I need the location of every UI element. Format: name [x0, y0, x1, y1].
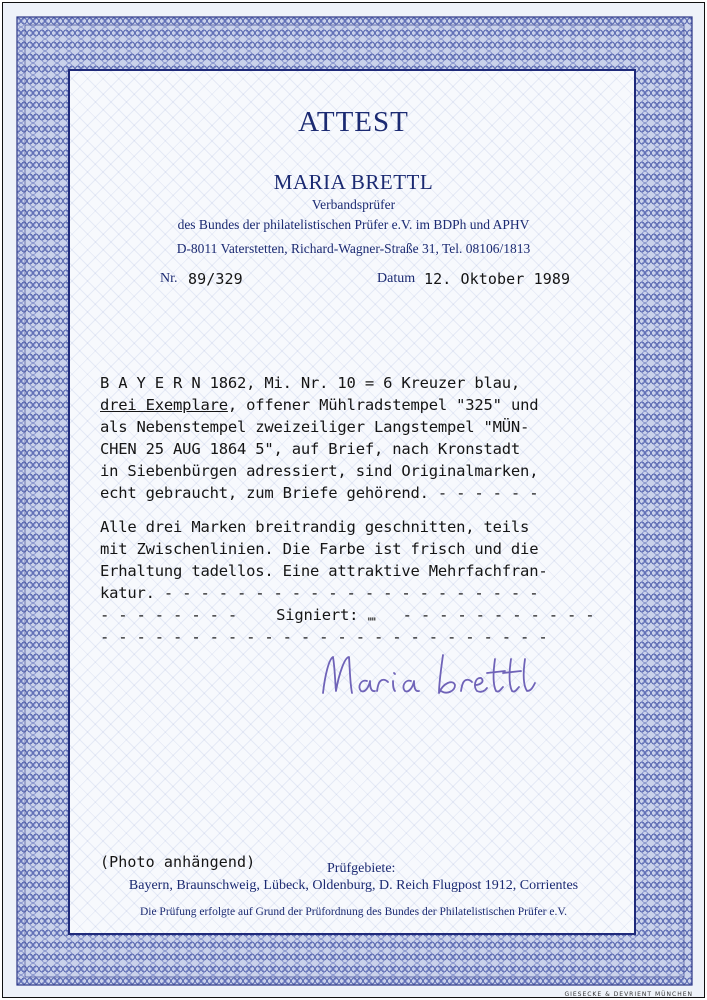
signed-label: Signiert: [276, 606, 359, 624]
text-line: Erhaltung tadellos. Eine attraktive Mehrfachfran- [100, 562, 548, 580]
datum-value: 12. Oktober 1989 [424, 270, 571, 288]
text-line [100, 606, 594, 624]
examiner-name: MARIA BRETTL [273, 170, 434, 194]
pruefgebiete-list: Bayern, Braunschweig, Lübeck, Oldenburg, D. Reich Flugpost 1912, Corrientes [128, 878, 579, 893]
text-line: echt gebraucht, zum Briefe gehörend. - - - - - - [100, 484, 539, 502]
printer-mark: GIESECKE & DEVRIENT MÜNCHEN [564, 991, 693, 998]
handwritten-signature [315, 645, 545, 705]
dash-fill: - - - - - - - - - - - [402, 606, 595, 624]
certificate-title: ATTEST [298, 106, 409, 138]
disclaimer: Die Prüfung erfolgte auf Grund der Prüfordnung des Bundes der Philatelistischen Prüfer e.V. [139, 906, 568, 918]
datum-label: Datum [377, 271, 416, 286]
text-line: CHEN 25 AUG 1864 5", auf Brief, nach Kronstadt [100, 440, 521, 458]
text-line: als Nebenstempel zweizeiliger Langstempel "MÜN- [100, 418, 530, 436]
mini-stamp: ▮▮▮▮ [367, 616, 376, 621]
underlined-phrase: drei Exemplare [100, 396, 228, 414]
nr-label: Nr. [160, 271, 178, 286]
address-line: D-8011 Vaterstetten, Richard-Wagner-Straße 31, Tel. 08106/1813 [176, 241, 531, 256]
text-line: katur. - - - - - - - - - - - - - - - - - - - - - [100, 584, 539, 602]
text-line: mit Zwischenlinien. Die Farbe ist frisch und die [100, 540, 539, 558]
nr-value: 89/329 [188, 270, 243, 288]
association-line: des Bundes der philatelistischen Prüfer e.V. im BDPh und APHV [177, 217, 530, 232]
text-line: B A Y E R N 1862, Mi. Nr. 10 = 6 Kreuzer blau, [100, 374, 521, 392]
text-segment: , offener Mühlradstempel "325" und [227, 396, 539, 414]
text-line: Alle drei Marken breitrandig geschnitten, teils [100, 518, 530, 536]
text-line: in Siebenbürgen adressiert, sind Originalmarken, [100, 462, 539, 480]
pruefgebiete-label: Prüfgebiete: [327, 861, 396, 876]
photo-note: (Photo anhängend) [100, 853, 256, 871]
dash-fill: - - - - - - - - [100, 606, 237, 624]
text-line: - - - - - - - - - - - - - - - - - - - - - - - - - [100, 628, 548, 646]
examiner-role: Verbandsprüfer [311, 197, 396, 212]
text-line [100, 396, 538, 414]
